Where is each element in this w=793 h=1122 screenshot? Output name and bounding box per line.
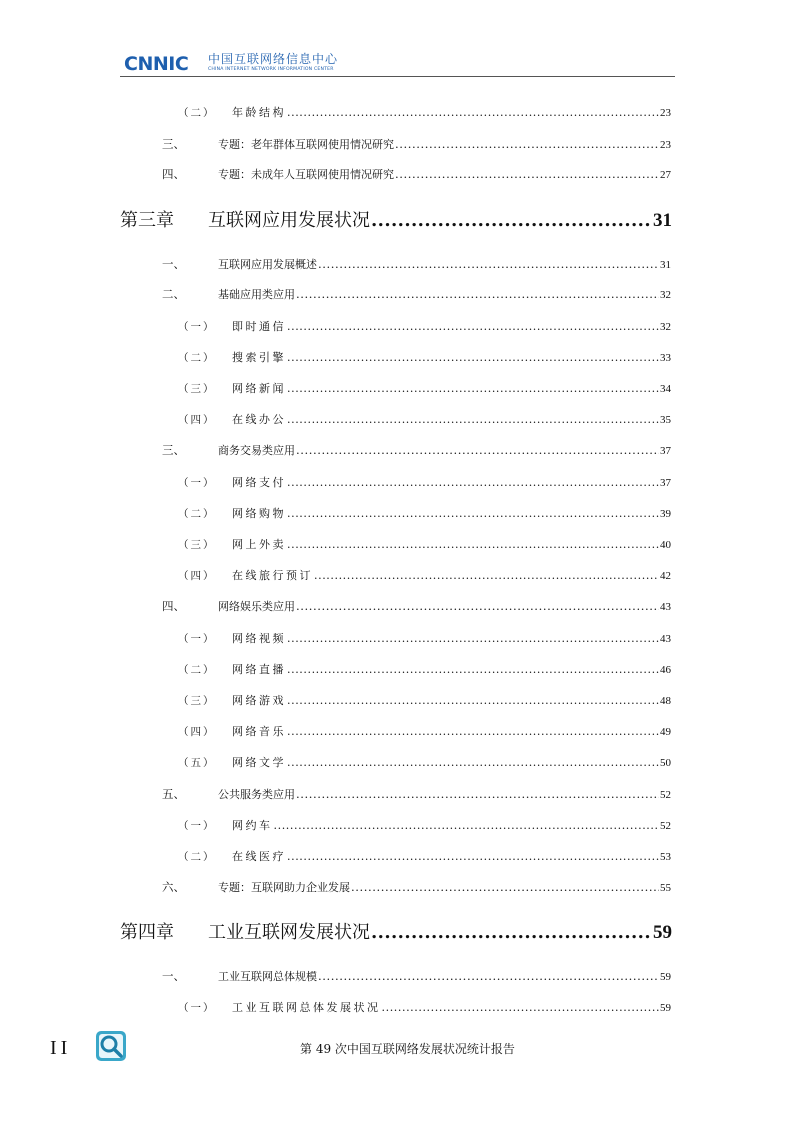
toc-entry-number: 四、 (162, 599, 185, 613)
toc-dot-leader (287, 507, 659, 520)
toc-dot-leader (287, 694, 659, 707)
toc-entry-title: 互联网应用发展概述 (218, 258, 317, 271)
toc-dot-leader (296, 443, 659, 457)
toc-entry-number: （三） (178, 383, 216, 395)
toc-entry-number: 第三章 (120, 210, 174, 231)
toc-page-number: 43 (660, 601, 671, 613)
toc-dot-leader (296, 787, 659, 801)
toc-dot-leader (287, 756, 659, 769)
toc-entry-number: （一） (178, 1002, 216, 1014)
toc-entry-row[interactable] (178, 848, 671, 864)
toc-entry-title: 网络直播 (232, 663, 286, 676)
toc-entry-title: 基础应用类应用 (218, 288, 295, 301)
toc-entry-row[interactable] (178, 661, 671, 677)
toc-page-number: 48 (660, 695, 671, 707)
toc-entry-number: （一） (178, 820, 216, 832)
toc-entry-title: 搜索引擎 (232, 351, 286, 364)
toc-entry-title: 网络音乐 (232, 725, 286, 738)
toc-page-number: 31 (660, 259, 671, 271)
toc-page-number: 52 (660, 789, 671, 801)
toc-page-number: 59 (660, 1002, 671, 1014)
toc-entry-row[interactable] (162, 598, 671, 614)
toc-page-number: 32 (660, 321, 671, 333)
toc-page-number: 37 (660, 477, 671, 489)
toc-dot-leader (371, 922, 652, 943)
cnnic-logo-cn: 中国互联网络信息中心 (208, 52, 339, 66)
toc-entry-number: （二） (178, 107, 216, 119)
toc-entry-row[interactable] (178, 999, 671, 1015)
toc-entry-title: 工业互联网总体规模 (218, 970, 317, 983)
toc-entry-title: 工业互联网总体发展状况 (232, 1001, 381, 1014)
toc-dot-leader (274, 819, 660, 832)
toc-entry-number: （二） (178, 851, 216, 863)
toc-dot-leader (287, 632, 659, 645)
toc-entry-title: 网络娱乐类应用 (218, 600, 295, 613)
toc-entry-title: 网络游戏 (232, 694, 286, 707)
toc-entry-number: 第四章 (120, 922, 174, 943)
toc-entry-row[interactable] (178, 505, 671, 521)
toc-chapter-row[interactable] (120, 918, 672, 944)
toc-entry-row[interactable] (178, 630, 671, 646)
toc-entry-row[interactable] (162, 166, 671, 182)
toc-entry-title: 公共服务类应用 (218, 788, 295, 801)
toc-page-number: 23 (660, 107, 671, 119)
toc-entry-number: （二） (178, 352, 216, 364)
toc-entry-row[interactable] (178, 104, 671, 120)
toc-page-number: 32 (660, 289, 671, 301)
toc-entry-number: 四、 (162, 167, 185, 181)
toc-page-number: 34 (660, 383, 671, 395)
toc-entry-number: （三） (178, 695, 216, 707)
toc-entry-row[interactable] (178, 817, 671, 833)
toc-entry-row[interactable] (162, 442, 671, 458)
toc-entry-number: （二） (178, 508, 216, 520)
toc-entry-row[interactable] (162, 968, 671, 984)
report-title: 第 49 次中国互联网络发展状况统计报告 (300, 1042, 515, 1056)
toc-entry-row[interactable] (162, 786, 671, 802)
toc-entry-title: 网络购物 (232, 507, 286, 520)
toc-page-number: 55 (660, 882, 671, 894)
toc-entry-number: 一、 (162, 257, 185, 271)
page-number-roman: II (50, 1037, 72, 1059)
toc-dot-leader (318, 969, 659, 983)
cnnic-logo-en: CHINA INTERNET NETWORK INFORMATION CENTER (208, 67, 334, 72)
toc-entry-number: （一） (178, 477, 216, 489)
toc-entry-number: 六、 (162, 880, 185, 894)
toc-entry-title: 专题：老年群体互联网使用情况研究 (218, 138, 394, 151)
toc-entry-title: 在线医疗 (232, 850, 286, 863)
toc-entry-row[interactable] (178, 692, 671, 708)
toc-page-number: 42 (660, 570, 671, 582)
toc-page-number: 46 (660, 664, 671, 676)
toc-entry-number: （五） (178, 757, 216, 769)
toc-entry-row[interactable] (178, 380, 671, 396)
toc-entry-row[interactable] (178, 567, 671, 583)
toc-page-number: 49 (660, 726, 671, 738)
toc-entry-number: 三、 (162, 443, 185, 457)
toc-dot-leader (287, 382, 659, 395)
toc-page-number: 37 (660, 445, 671, 457)
cnnic-logo-word: CNNIC (124, 53, 189, 75)
toc-page-number: 59 (660, 971, 671, 983)
toc-entry-title: 在线办公 (232, 413, 286, 426)
toc-page-number: 59 (653, 922, 672, 943)
page-header (120, 50, 675, 78)
toc-entry-number: （三） (178, 539, 216, 551)
toc-entry-title: 商务交易类应用 (218, 444, 295, 457)
toc-entry-row[interactable] (178, 474, 671, 490)
toc-entry-row[interactable] (178, 411, 671, 427)
toc-entry-title: 即时通信 (232, 320, 286, 333)
toc-entry-title: 网上外卖 (232, 538, 286, 551)
toc-entry-number: （二） (178, 664, 216, 676)
toc-entry-title: 在线旅行预订 (232, 569, 313, 582)
toc-entry-title: 网约车 (232, 819, 273, 832)
toc-entry-title: 互联网应用发展状况 (208, 210, 370, 231)
toc-entry-number: （一） (178, 633, 216, 645)
header-rule (120, 76, 675, 77)
toc-page-number: 39 (660, 508, 671, 520)
toc-dot-leader (395, 137, 659, 151)
toc-entry-title: 年龄结构 (232, 106, 286, 119)
toc-entry-number: 五、 (162, 787, 185, 801)
toc-page-number: 33 (660, 352, 671, 364)
toc-dot-leader (287, 725, 659, 738)
toc-dot-leader (287, 538, 659, 551)
toc-entry-row[interactable] (178, 723, 671, 739)
toc-dot-leader (287, 413, 659, 426)
magnifier-q-icon (95, 1030, 127, 1062)
toc-entry-title: 专题：未成年人互联网使用情况研究 (218, 168, 394, 181)
toc-page-number: 53 (660, 851, 671, 863)
toc-page-number: 23 (660, 139, 671, 151)
toc-entry-number: （一） (178, 321, 216, 333)
toc-page-number: 43 (660, 633, 671, 645)
toc-entry-number: 三、 (162, 137, 185, 151)
toc-dot-leader (287, 351, 659, 364)
toc-chapter-row[interactable] (120, 206, 672, 232)
toc-entry-number: （四） (178, 726, 216, 738)
toc-entry-row[interactable] (162, 286, 671, 302)
toc-entry-row[interactable] (162, 256, 671, 272)
toc-entry-title: 网络视频 (232, 632, 286, 645)
toc-page-number: 35 (660, 414, 671, 426)
toc-entry-row[interactable] (178, 318, 671, 334)
toc-dot-leader (296, 599, 659, 613)
toc-entry-title: 网络文学 (232, 756, 286, 769)
toc-page-number: 52 (660, 820, 671, 832)
toc-entry-title: 专题：互联网助力企业发展 (218, 881, 350, 894)
toc-dot-leader (395, 167, 659, 181)
toc-entry-title: 工业互联网发展状况 (208, 922, 370, 943)
toc-entry-row[interactable] (178, 349, 671, 365)
toc-entry-row[interactable] (178, 536, 671, 552)
toc-dot-leader (287, 320, 659, 333)
toc-entry-title: 网络新闻 (232, 382, 286, 395)
toc-page-number: 40 (660, 539, 671, 551)
toc-dot-leader (287, 106, 659, 119)
toc-dot-leader (382, 1001, 660, 1014)
toc-entry-row[interactable] (162, 879, 671, 895)
toc-dot-leader (318, 257, 659, 271)
toc-entry-number: （四） (178, 414, 216, 426)
toc-dot-leader (287, 850, 659, 863)
toc-page-number: 31 (653, 210, 672, 231)
toc-entry-title: 网络支付 (232, 476, 286, 489)
toc-entry-number: （四） (178, 570, 216, 582)
toc-entry-number: 一、 (162, 969, 185, 983)
toc-entry-row[interactable] (178, 754, 671, 770)
toc-dot-leader (296, 287, 659, 301)
toc-entry-number: 二、 (162, 287, 185, 301)
toc-entry-row[interactable] (162, 136, 671, 152)
toc-dot-leader (287, 476, 659, 489)
toc-page-number: 27 (660, 169, 671, 181)
toc-dot-leader (371, 210, 652, 231)
toc-dot-leader (314, 569, 659, 582)
toc-dot-leader (351, 880, 659, 894)
toc-page-number: 50 (660, 757, 671, 769)
toc-dot-leader (287, 663, 659, 676)
